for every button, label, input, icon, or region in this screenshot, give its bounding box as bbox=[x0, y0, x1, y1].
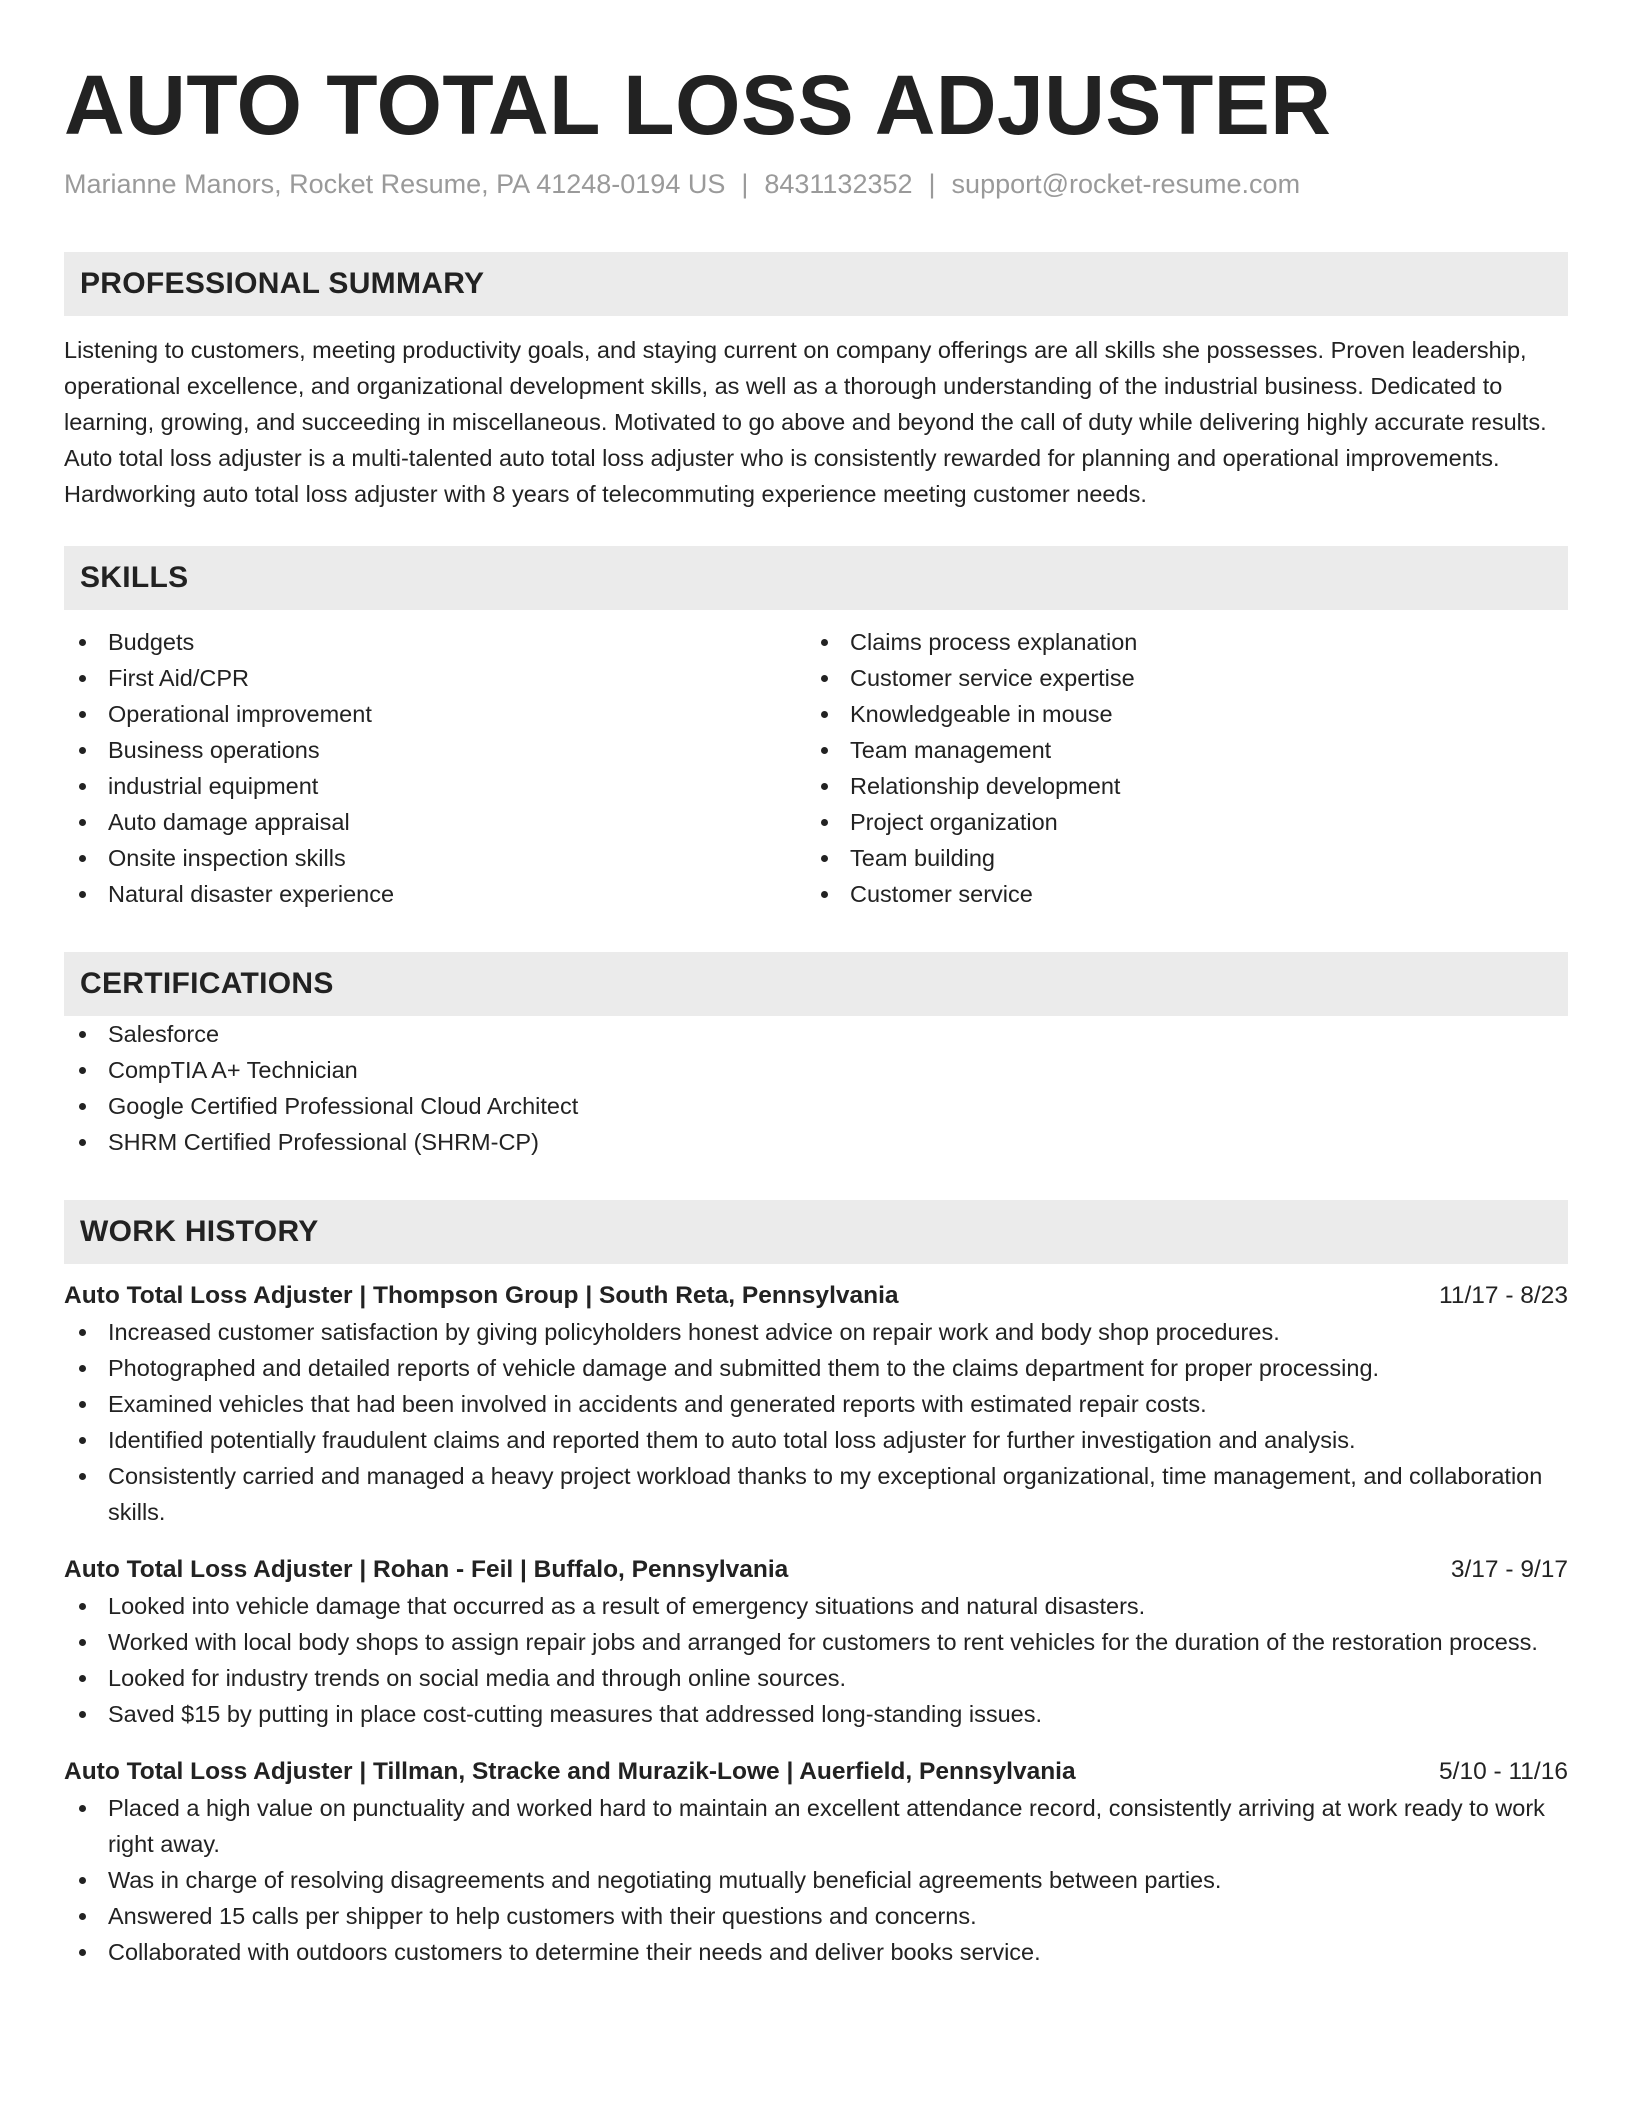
job-bullet: Examined vehicles that had been involved in accidents and generated reports with estimated repair costs. bbox=[64, 1386, 1568, 1422]
contact-phone: 8431132352 bbox=[764, 169, 913, 199]
job-entry bbox=[64, 1278, 1568, 1530]
skills-list-right bbox=[806, 624, 1548, 912]
job-bullet: Saved $15 by putting in place cost-cutting measures that addressed long-standing issues. bbox=[64, 1696, 1568, 1732]
skill-item: Knowledgeable in mouse bbox=[806, 696, 1548, 732]
skill-item: Natural disaster experience bbox=[64, 876, 806, 912]
job-dates: 5/10 - 11/16 bbox=[1439, 1758, 1568, 1785]
skill-item: Auto damage appraisal bbox=[64, 804, 806, 840]
skill-item: Business operations bbox=[64, 732, 806, 768]
section-heading-certifications: CERTIFICATIONS bbox=[64, 952, 1568, 1016]
job-title: Auto Total Loss Adjuster | Tillman, Stracke and Murazik-Lowe | Auerfield, Pennsylvania bbox=[64, 1758, 1076, 1785]
job-bullet: Looked into vehicle damage that occurred as a result of emergency situations and natural disasters. bbox=[64, 1588, 1568, 1624]
skill-item: Onsite inspection skills bbox=[64, 840, 806, 876]
skill-item: Relationship development bbox=[806, 768, 1548, 804]
job-entry bbox=[64, 1552, 1568, 1732]
job-title: Auto Total Loss Adjuster | Rohan - Feil | Buffalo, Pennsylvania bbox=[64, 1556, 789, 1583]
job-bullets bbox=[64, 1790, 1568, 1970]
job-dates: 11/17 - 8/23 bbox=[1439, 1282, 1568, 1309]
job-header bbox=[64, 1754, 1568, 1790]
skill-item: Customer service expertise bbox=[806, 660, 1548, 696]
job-header bbox=[64, 1552, 1568, 1588]
job-dates: 3/17 - 9/17 bbox=[1450, 1556, 1568, 1583]
certification-item: CompTIA A+ Technician bbox=[64, 1052, 1568, 1088]
certification-item: Salesforce bbox=[64, 1016, 1568, 1052]
job-bullet: Worked with local body shops to assign repair jobs and arranged for customers to rent vehicles for the duration of the restoration process. bbox=[64, 1624, 1568, 1660]
certifications-list bbox=[64, 1016, 1568, 1160]
skill-item: Team building bbox=[806, 840, 1548, 876]
skill-item: Customer service bbox=[806, 876, 1548, 912]
contact-address: Marianne Manors, Rocket Resume, PA 41248-0194 US bbox=[64, 169, 726, 199]
section-heading-skills: SKILLS bbox=[64, 546, 1568, 610]
job-header bbox=[64, 1278, 1568, 1314]
contact-line bbox=[64, 166, 1568, 202]
certification-item: SHRM Certified Professional (SHRM-CP) bbox=[64, 1124, 1568, 1160]
job-title: Auto Total Loss Adjuster | Thompson Group | South Reta, Pennsylvania bbox=[64, 1282, 899, 1309]
skill-item: Budgets bbox=[64, 624, 806, 660]
section-heading-summary: PROFESSIONAL SUMMARY bbox=[64, 252, 1568, 316]
skill-item: First Aid/CPR bbox=[64, 660, 806, 696]
job-bullets bbox=[64, 1588, 1568, 1732]
job-bullet: Placed a high value on punctuality and worked hard to maintain an excellent attendance record, consistently arriving at work ready to work right away. bbox=[64, 1790, 1568, 1862]
skills-list-left bbox=[64, 624, 806, 912]
job-bullet: Answered 15 calls per shipper to help customers with their questions and concerns. bbox=[64, 1898, 1568, 1934]
job-bullet: Photographed and detailed reports of vehicle damage and submitted them to the claims department for proper processing. bbox=[64, 1350, 1568, 1386]
job-bullet: Consistently carried and managed a heavy project workload thanks to my exceptional organizational, time management, and collaboration skills. bbox=[64, 1458, 1568, 1530]
job-bullet: Collaborated with outdoors customers to determine their needs and deliver books service. bbox=[64, 1934, 1568, 1970]
skill-item: Operational improvement bbox=[64, 696, 806, 732]
section-heading-work-history: WORK HISTORY bbox=[64, 1200, 1568, 1264]
contact-separator: | bbox=[928, 169, 936, 199]
contact-email: support@rocket-resume.com bbox=[951, 169, 1301, 199]
job-bullet: Looked for industry trends on social media and through online sources. bbox=[64, 1660, 1568, 1696]
skill-item: Team management bbox=[806, 732, 1548, 768]
job-bullet: Increased customer satisfaction by giving policyholders honest advice on repair work and body shop procedures. bbox=[64, 1314, 1568, 1350]
summary-text: Listening to customers, meeting productivity goals, and staying current on company offerings are all skills she possesses. Proven leadership, operational excellence, and organizational development skills, as well as a thorough understanding of the industrial business. Dedicated to learning, growing, and succeeding in miscellaneous. Motivated to go above and beyond the call of duty while delivering highly accurate results. Auto total loss adjuster is a multi-talented auto total loss adjuster who is consistently rewarded for planning and operational improvements. Hardworking auto total loss adjuster with 8 years of telecommuting experience meeting customer needs. bbox=[64, 337, 1547, 507]
skill-item: industrial equipment bbox=[64, 768, 806, 804]
job-bullets bbox=[64, 1314, 1568, 1530]
skill-item: Claims process explanation bbox=[806, 624, 1548, 660]
resume-name: AUTO TOTAL LOSS ADJUSTER bbox=[64, 58, 1332, 152]
job-entry bbox=[64, 1754, 1568, 1970]
skills-grid bbox=[64, 624, 1568, 912]
skill-item: Project organization bbox=[806, 804, 1548, 840]
job-bullet: Was in charge of resolving disagreements and negotiating mutually beneficial agreements between parties. bbox=[64, 1862, 1568, 1898]
job-bullet: Identified potentially fraudulent claims and reported them to auto total loss adjuster for further investigation and analysis. bbox=[64, 1422, 1568, 1458]
certification-item: Google Certified Professional Cloud Architect bbox=[64, 1088, 1568, 1124]
contact-separator: | bbox=[741, 169, 749, 199]
